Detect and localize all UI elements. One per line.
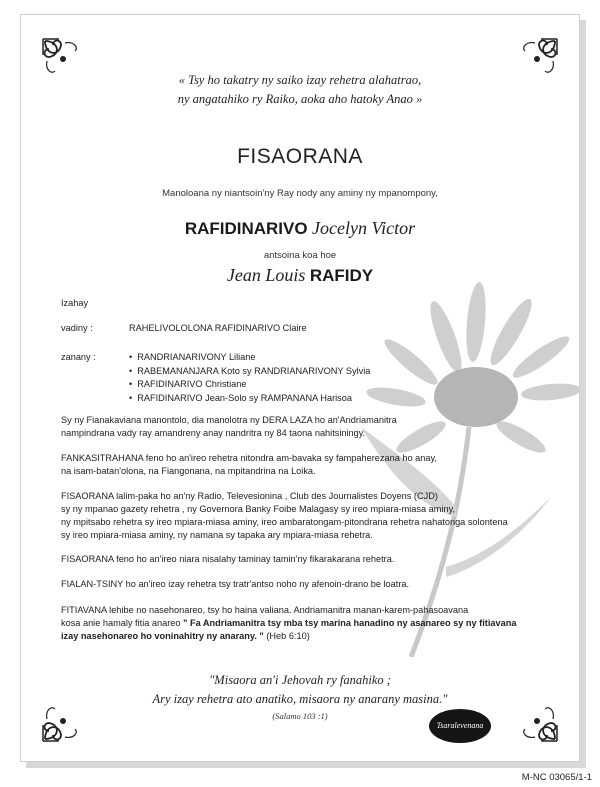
paragraph-line: FISAORANA lalim-paka ho an'ny Radio, Televesionina , Club des Journalistes Doyens (CJD) [61, 491, 438, 501]
closing-quote-reference: (Salamo 103 :1) [272, 711, 328, 721]
spouse-name: RAHELIVOLOLONA RAFIDINARIVO Claire [129, 323, 307, 333]
closing-quote-line: "Misaora an'i Jehovah ry fanahiko ; [209, 673, 391, 687]
document-code: M-NC 03065/1-1 [521, 772, 592, 783]
intro-text: Manoloana ny niantsoin'ny Ray nody any aminy ny mpanompony, [162, 188, 438, 199]
deceased-surname: RAFIDINARIVO [184, 219, 308, 238]
list-item: • RANDRIANARIVONY Liliane [129, 351, 370, 365]
paragraph-line: nampindrana vady ray amandreny anay nandritra ny 84 taona nahitsiningy. [61, 428, 366, 438]
opening-quote-line: « Tsy ho takatry ny saiko izay rehetra alahatrao, [178, 73, 422, 87]
paragraph-gratitude [61, 452, 551, 478]
family-intro: Izahay [61, 298, 89, 308]
paragraph-line: na isam-batan'olona, na Fiangonana, na mpitandrina na Loika. [61, 466, 316, 476]
closing-quote-line: Ary izay rehetra ato anatiko, misaora ny anarany masina." [152, 692, 448, 706]
page-title: FISAORANA [237, 145, 363, 168]
bible-verse-text: " Fa Andriamanitra tsy mba tsy marina hanadino ny asanareo sy ny fitiavana [183, 618, 517, 628]
bible-verse-reference: (Heb 6:10) [266, 631, 310, 641]
alias-surname: RAFIDY [309, 266, 374, 285]
paragraph-line: sy ireo mpiara-miasa aminy, ny namana sy tapaka ary mpiara-miasa rehetra. [61, 530, 373, 540]
paragraph-line: FITIAVANA lehibe no nasehonareo, tsy ho haina valiana. Andriamanitra manan-karem-pahasoavana [61, 605, 469, 615]
opening-quote-line: ny angatahiko ry Raiko, aoka aho hatoky Anao » [177, 92, 423, 106]
paragraph-line: ny mpitsabo rehetra sy ireo mpiara-miasa aminy, ireo ambaratongam-pitondrana rehetra nahatonga solontena [61, 517, 508, 527]
spouse-label: vadiny : [61, 323, 93, 333]
list-item: • RAFIDINARIVO Christiane [129, 378, 370, 392]
children-label: zanany : [61, 352, 96, 362]
alias-given-names: Jean Louis [226, 265, 306, 285]
paragraph-line: sy ny mpanao gazety rehetra , ny Governora Banky Foibe Malagasy sy ireo mpiara-miasa aminy, [61, 504, 456, 514]
children-list [129, 351, 370, 405]
paragraph-line [61, 617, 551, 630]
announcement-card [20, 14, 580, 762]
bible-verse-text: izay nasehonareo ho voninahitry ny anarany. " [61, 631, 264, 641]
paragraph-text: kosa anie hamaly fitia anareo [61, 618, 181, 628]
deceased-given-names: Jocelyn Victor [312, 218, 416, 238]
closing-quote [21, 671, 579, 709]
paragraph-thanks [61, 490, 551, 542]
alias-label: antsoina koa hoe [263, 250, 337, 261]
paragraph-line: Sy ny Fianakaviana manontolo, dia manolotra ny DERA LAZA ho an'Andriamanitra [61, 415, 397, 425]
paragraph-full-thanks: FISAORANA feno ho an'ireo niara nisalahy taminay tamin'ny fikarakarana rehetra. [61, 554, 395, 564]
paragraph-line [61, 630, 551, 643]
list-item: • RAFIDINARIVO Jean-Solo sy RAMPANANA Harisoa [129, 392, 370, 406]
list-item: • RABEMANANJARA Koto sy RANDRIANARIVONY Sylvia [129, 365, 370, 379]
publisher-logo: Tsaralevenana [429, 709, 491, 743]
deceased-alias [21, 265, 579, 286]
paragraph-love [61, 604, 551, 643]
paragraph-line: FANKASITRAHANA feno ho an'ireo rehetra nitondra am-bavaka sy fampaherezana ho anay, [61, 453, 437, 463]
deceased-name [21, 218, 579, 239]
paragraph-praise [61, 414, 551, 440]
opening-quote [21, 71, 579, 109]
spouse-row [61, 322, 551, 335]
paragraph-apology: FIALAN-TSINY ho an'ireo izay rehetra tsy tratr'antso noho ny afenoin-drano be loatra. [61, 579, 410, 589]
